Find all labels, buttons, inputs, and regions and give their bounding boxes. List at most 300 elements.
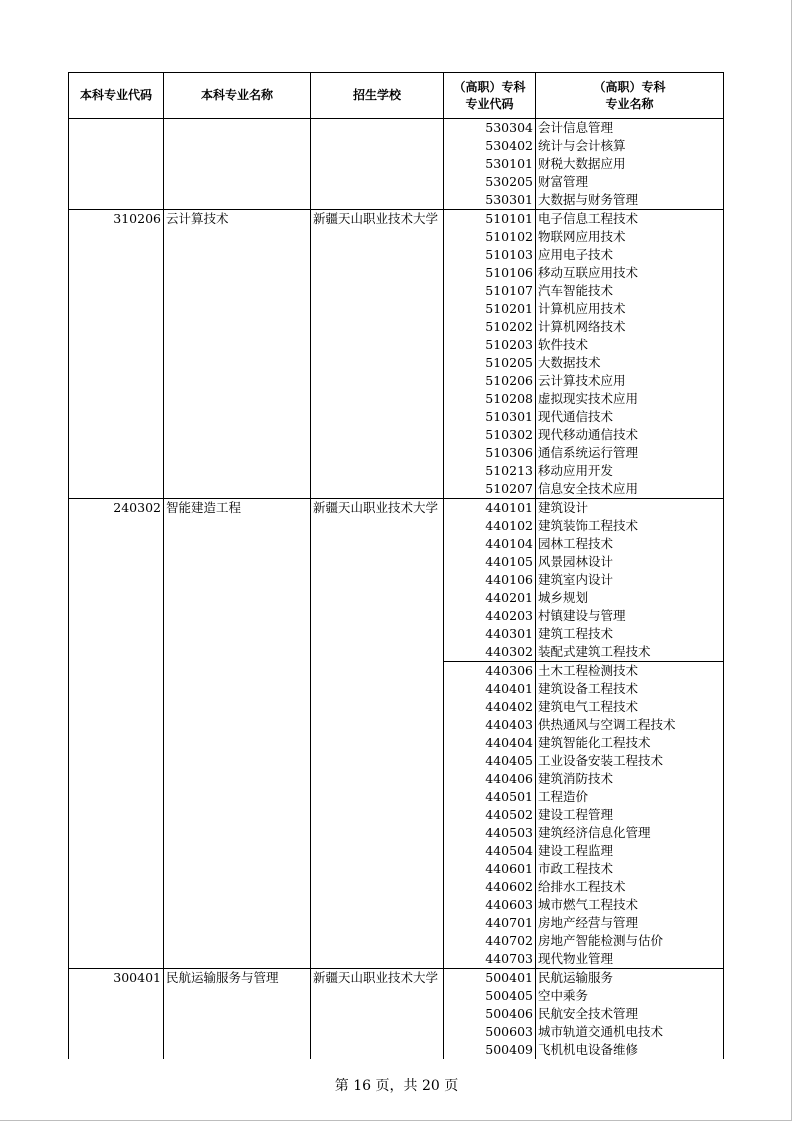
undergrad-code-cell xyxy=(69,354,164,372)
undergrad-code-cell xyxy=(69,824,164,842)
vocational-code-cell: 530205 xyxy=(444,173,536,191)
vocational-name-cell: 建筑消防技术 xyxy=(536,770,724,788)
school-cell xyxy=(311,625,444,643)
vocational-code-cell: 510102 xyxy=(444,228,536,246)
vocational-code-cell: 530301 xyxy=(444,191,536,210)
vocational-code-cell: 440105 xyxy=(444,553,536,571)
vocational-code-cell: 440104 xyxy=(444,535,536,553)
vocational-code-cell: 440501 xyxy=(444,788,536,806)
table-row xyxy=(69,752,724,770)
header-vocational-name: （高职）专科 专业名称 xyxy=(536,73,724,119)
table-row xyxy=(69,643,724,662)
undergrad-code-cell xyxy=(69,462,164,480)
undergrad-name-cell xyxy=(164,444,311,462)
school-cell: 新疆天山职业技术大学 xyxy=(311,969,444,988)
undergrad-code-cell: 300401 xyxy=(69,969,164,988)
vocational-name-cell: 统计与会计核算 xyxy=(536,137,724,155)
undergrad-name-cell xyxy=(164,390,311,408)
vocational-name-cell: 房地产经营与管理 xyxy=(536,914,724,932)
school-cell xyxy=(311,1041,444,1059)
undergrad-code-cell xyxy=(69,950,164,969)
undergrad-name-cell xyxy=(164,824,311,842)
table-row xyxy=(69,842,724,860)
table-row xyxy=(69,354,724,372)
vocational-code-cell: 440301 xyxy=(444,625,536,643)
undergrad-name-cell xyxy=(164,354,311,372)
school-cell xyxy=(311,860,444,878)
vocational-code-cell: 440601 xyxy=(444,860,536,878)
vocational-name-cell: 现代通信技术 xyxy=(536,408,724,426)
school-cell xyxy=(311,191,444,210)
vocational-code-cell: 500401 xyxy=(444,969,536,988)
vocational-name-cell: 房地产智能检测与估价 xyxy=(536,932,724,950)
vocational-code-cell: 510206 xyxy=(444,372,536,390)
undergrad-name-cell xyxy=(164,173,311,191)
vocational-code-cell: 530101 xyxy=(444,155,536,173)
table-row xyxy=(69,716,724,734)
undergrad-name-cell xyxy=(164,716,311,734)
school-cell xyxy=(311,553,444,571)
vocational-code-cell: 510203 xyxy=(444,336,536,354)
table-row xyxy=(69,987,724,1005)
vocational-name-cell: 城乡规划 xyxy=(536,589,724,607)
school-cell xyxy=(311,300,444,318)
school-cell xyxy=(311,137,444,155)
table-row xyxy=(69,191,724,210)
vocational-name-cell: 给排水工程技术 xyxy=(536,878,724,896)
table-row xyxy=(69,408,724,426)
school-cell xyxy=(311,824,444,842)
school-cell xyxy=(311,372,444,390)
vocational-code-cell: 440404 xyxy=(444,734,536,752)
vocational-name-cell: 物联网应用技术 xyxy=(536,228,724,246)
school-cell xyxy=(311,589,444,607)
undergrad-code-cell xyxy=(69,1005,164,1023)
vocational-name-cell: 汽车智能技术 xyxy=(536,282,724,300)
school-cell xyxy=(311,462,444,480)
vocational-name-cell: 村镇建设与管理 xyxy=(536,607,724,625)
table-row xyxy=(69,119,724,138)
school-cell xyxy=(311,426,444,444)
undergrad-code-cell xyxy=(69,589,164,607)
vocational-code-cell: 440402 xyxy=(444,698,536,716)
table-row xyxy=(69,662,724,681)
table-row xyxy=(69,589,724,607)
undergrad-name-cell xyxy=(164,914,311,932)
vocational-name-cell: 土木工程检测技术 xyxy=(536,662,724,681)
vocational-name-cell: 风景园林设计 xyxy=(536,553,724,571)
undergrad-code-cell xyxy=(69,716,164,734)
undergrad-name-cell xyxy=(164,752,311,770)
undergrad-name-cell xyxy=(164,372,311,390)
undergrad-name-cell xyxy=(164,571,311,589)
undergrad-name-cell xyxy=(164,300,311,318)
undergrad-name-cell xyxy=(164,191,311,210)
school-cell xyxy=(311,535,444,553)
undergrad-code-cell: 240302 xyxy=(69,499,164,518)
vocational-code-cell: 500409 xyxy=(444,1041,536,1059)
school-cell xyxy=(311,228,444,246)
vocational-name-cell: 计算机网络技术 xyxy=(536,318,724,336)
undergrad-name-cell xyxy=(164,860,311,878)
table-row xyxy=(69,228,724,246)
vocational-name-cell: 云计算技术应用 xyxy=(536,372,724,390)
vocational-code-cell: 510101 xyxy=(444,210,536,229)
undergrad-code-cell xyxy=(69,390,164,408)
vocational-code-cell: 440306 xyxy=(444,662,536,681)
table-row xyxy=(69,770,724,788)
table-row xyxy=(69,680,724,698)
undergrad-code-cell xyxy=(69,770,164,788)
undergrad-code-cell xyxy=(69,734,164,752)
vocational-name-cell: 民航运输服务 xyxy=(536,969,724,988)
table-row xyxy=(69,264,724,282)
school-cell xyxy=(311,806,444,824)
vocational-code-cell: 440406 xyxy=(444,770,536,788)
undergrad-code-cell xyxy=(69,860,164,878)
undergrad-code-cell xyxy=(69,878,164,896)
school-cell xyxy=(311,318,444,336)
school-cell xyxy=(311,173,444,191)
undergrad-name-cell xyxy=(164,625,311,643)
vocational-code-cell: 440502 xyxy=(444,806,536,824)
undergrad-name-cell xyxy=(164,987,311,1005)
table-row xyxy=(69,734,724,752)
undergrad-name-cell: 云计算技术 xyxy=(164,210,311,229)
vocational-name-cell: 应用电子技术 xyxy=(536,246,724,264)
undergrad-code-cell xyxy=(69,752,164,770)
vocational-name-cell: 民航安全技术管理 xyxy=(536,1005,724,1023)
vocational-name-cell: 建设工程管理 xyxy=(536,806,724,824)
undergrad-code-cell xyxy=(69,282,164,300)
vocational-code-cell: 440302 xyxy=(444,643,536,662)
vocational-name-cell: 会计信息管理 xyxy=(536,119,724,138)
vocational-code-cell: 510201 xyxy=(444,300,536,318)
school-cell xyxy=(311,950,444,969)
undergrad-name-cell xyxy=(164,770,311,788)
school-cell xyxy=(311,155,444,173)
undergrad-name-cell xyxy=(164,462,311,480)
undergrad-code-cell xyxy=(69,372,164,390)
undergrad-code-cell xyxy=(69,987,164,1005)
school-cell xyxy=(311,571,444,589)
table-row xyxy=(69,788,724,806)
vocational-name-cell: 建筑设计 xyxy=(536,499,724,518)
table-row xyxy=(69,426,724,444)
table-row xyxy=(69,499,724,518)
undergrad-code-cell xyxy=(69,408,164,426)
vocational-name-cell: 装配式建筑工程技术 xyxy=(536,643,724,662)
table-row xyxy=(69,824,724,842)
undergrad-name-cell xyxy=(164,553,311,571)
undergrad-code-cell xyxy=(69,553,164,571)
undergrad-name-cell xyxy=(164,1005,311,1023)
vocational-name-cell: 大数据与财务管理 xyxy=(536,191,724,210)
vocational-name-cell: 建筑经济信息化管理 xyxy=(536,824,724,842)
vocational-name-cell: 财富管理 xyxy=(536,173,724,191)
vocational-code-cell: 440701 xyxy=(444,914,536,932)
table-header-row xyxy=(69,73,724,119)
table-row xyxy=(69,860,724,878)
table-row xyxy=(69,372,724,390)
vocational-name-cell: 城市燃气工程技术 xyxy=(536,896,724,914)
undergrad-code-cell xyxy=(69,914,164,932)
undergrad-name-cell xyxy=(164,264,311,282)
vocational-name-cell: 建筑设备工程技术 xyxy=(536,680,724,698)
table-row xyxy=(69,246,724,264)
undergrad-code-cell xyxy=(69,932,164,950)
vocational-name-cell: 计算机应用技术 xyxy=(536,300,724,318)
undergrad-name-cell xyxy=(164,1041,311,1059)
school-cell xyxy=(311,390,444,408)
vocational-name-cell: 园林工程技术 xyxy=(536,535,724,553)
school-cell xyxy=(311,734,444,752)
vocational-code-cell: 440702 xyxy=(444,932,536,950)
table-row xyxy=(69,969,724,988)
vocational-name-cell: 工程造价 xyxy=(536,788,724,806)
table-row xyxy=(69,607,724,625)
undergrad-code-cell xyxy=(69,625,164,643)
table-row xyxy=(69,1005,724,1023)
school-cell xyxy=(311,607,444,625)
table-row xyxy=(69,462,724,480)
undergrad-code-cell xyxy=(69,698,164,716)
table-row xyxy=(69,932,724,950)
page-number-footer: 第 16 页，共 20 页 xyxy=(334,1078,459,1094)
vocational-code-cell: 530402 xyxy=(444,137,536,155)
vocational-code-cell: 510306 xyxy=(444,444,536,462)
table-row xyxy=(69,806,724,824)
vocational-name-cell: 建设工程监理 xyxy=(536,842,724,860)
undergrad-name-cell xyxy=(164,137,311,155)
school-cell: 新疆天山职业技术大学 xyxy=(311,499,444,518)
undergrad-name-cell xyxy=(164,932,311,950)
vocational-code-cell: 510103 xyxy=(444,246,536,264)
vocational-name-cell: 建筑智能化工程技术 xyxy=(536,734,724,752)
school-cell xyxy=(311,119,444,138)
vocational-name-cell: 虚拟现实技术应用 xyxy=(536,390,724,408)
undergrad-code-cell xyxy=(69,155,164,173)
table-row xyxy=(69,1041,724,1059)
table-row xyxy=(69,625,724,643)
vocational-name-cell: 建筑室内设计 xyxy=(536,571,724,589)
undergrad-code-cell xyxy=(69,444,164,462)
vocational-code-cell: 530304 xyxy=(444,119,536,138)
table-row xyxy=(69,1023,724,1041)
vocational-code-cell: 510106 xyxy=(444,264,536,282)
vocational-code-cell: 510302 xyxy=(444,426,536,444)
undergrad-name-cell xyxy=(164,607,311,625)
vocational-code-cell: 440503 xyxy=(444,824,536,842)
undergrad-code-cell xyxy=(69,336,164,354)
vocational-name-cell: 通信系统运行管理 xyxy=(536,444,724,462)
table-row xyxy=(69,390,724,408)
vocational-code-cell: 500603 xyxy=(444,1023,536,1041)
undergrad-name-cell: 智能建造工程 xyxy=(164,499,311,518)
vocational-code-cell: 440201 xyxy=(444,589,536,607)
school-cell xyxy=(311,264,444,282)
vocational-name-cell: 移动应用开发 xyxy=(536,462,724,480)
school-cell xyxy=(311,246,444,264)
vocational-name-cell: 飞机机电设备维修 xyxy=(536,1041,724,1059)
vocational-name-cell: 软件技术 xyxy=(536,336,724,354)
table-body xyxy=(69,119,724,1060)
undergrad-name-cell xyxy=(164,734,311,752)
vocational-code-cell: 440405 xyxy=(444,752,536,770)
table-row xyxy=(69,137,724,155)
vocational-code-cell: 440703 xyxy=(444,950,536,969)
vocational-name-cell: 工业设备安装工程技术 xyxy=(536,752,724,770)
school-cell xyxy=(311,680,444,698)
undergrad-name-cell xyxy=(164,336,311,354)
undergrad-code-cell xyxy=(69,842,164,860)
undergrad-name-cell xyxy=(164,698,311,716)
school-cell xyxy=(311,517,444,535)
vocational-code-cell: 440401 xyxy=(444,680,536,698)
undergrad-code-cell xyxy=(69,607,164,625)
school-cell xyxy=(311,444,444,462)
vocational-code-cell: 510301 xyxy=(444,408,536,426)
table-row xyxy=(69,155,724,173)
table-row xyxy=(69,210,724,229)
vocational-name-cell: 电子信息工程技术 xyxy=(536,210,724,229)
school-cell xyxy=(311,716,444,734)
undergrad-name-cell xyxy=(164,480,311,499)
undergrad-code-cell xyxy=(69,426,164,444)
school-cell xyxy=(311,788,444,806)
undergrad-code-cell xyxy=(69,535,164,553)
vocational-name-cell: 现代物业管理 xyxy=(536,950,724,969)
undergrad-code-cell xyxy=(69,480,164,499)
school-cell xyxy=(311,480,444,499)
undergrad-name-cell xyxy=(164,896,311,914)
undergrad-code-cell: 310206 xyxy=(69,210,164,229)
undergrad-name-cell xyxy=(164,119,311,138)
undergrad-name-cell xyxy=(164,842,311,860)
table-row xyxy=(69,950,724,969)
vocational-code-cell: 510202 xyxy=(444,318,536,336)
undergrad-name-cell xyxy=(164,788,311,806)
header-undergrad-name: 本科专业名称 xyxy=(164,73,311,119)
school-cell xyxy=(311,842,444,860)
undergrad-name-cell xyxy=(164,282,311,300)
undergrad-code-cell xyxy=(69,119,164,138)
vocational-name-cell: 大数据技术 xyxy=(536,354,724,372)
header-undergrad-code: 本科专业代码 xyxy=(69,73,164,119)
vocational-code-cell: 510207 xyxy=(444,480,536,499)
school-cell xyxy=(311,896,444,914)
vocational-code-cell: 440603 xyxy=(444,896,536,914)
vocational-name-cell: 现代移动通信技术 xyxy=(536,426,724,444)
undergrad-name-cell xyxy=(164,246,311,264)
undergrad-name-cell xyxy=(164,535,311,553)
school-cell xyxy=(311,662,444,681)
vocational-code-cell: 440504 xyxy=(444,842,536,860)
undergrad-code-cell xyxy=(69,318,164,336)
vocational-code-cell: 510213 xyxy=(444,462,536,480)
table-row xyxy=(69,173,724,191)
undergrad-code-cell xyxy=(69,228,164,246)
table-row xyxy=(69,282,724,300)
undergrad-code-cell xyxy=(69,806,164,824)
table-row xyxy=(69,878,724,896)
vocational-name-cell: 空中乘务 xyxy=(536,987,724,1005)
school-cell xyxy=(311,932,444,950)
vocational-code-cell: 440403 xyxy=(444,716,536,734)
undergrad-name-cell: 民航运输服务与管理 xyxy=(164,969,311,988)
undergrad-name-cell xyxy=(164,408,311,426)
undergrad-name-cell xyxy=(164,680,311,698)
school-cell xyxy=(311,878,444,896)
undergrad-code-cell xyxy=(69,662,164,681)
undergrad-name-cell xyxy=(164,643,311,662)
undergrad-code-cell xyxy=(69,264,164,282)
vocational-name-cell: 财税大数据应用 xyxy=(536,155,724,173)
undergrad-code-cell xyxy=(69,191,164,210)
school-cell xyxy=(311,752,444,770)
vocational-name-cell: 城市轨道交通机电技术 xyxy=(536,1023,724,1041)
undergrad-name-cell xyxy=(164,517,311,535)
table-row xyxy=(69,896,724,914)
undergrad-name-cell xyxy=(164,950,311,969)
undergrad-code-cell xyxy=(69,643,164,662)
table-row xyxy=(69,914,724,932)
school-cell xyxy=(311,770,444,788)
table-row xyxy=(69,535,724,553)
header-school: 招生学校 xyxy=(311,73,444,119)
undergrad-name-cell xyxy=(164,1023,311,1041)
vocational-name-cell: 建筑装饰工程技术 xyxy=(536,517,724,535)
school-cell xyxy=(311,1023,444,1041)
undergrad-code-cell xyxy=(69,137,164,155)
undergrad-code-cell xyxy=(69,173,164,191)
school-cell xyxy=(311,698,444,716)
vocational-code-cell: 440102 xyxy=(444,517,536,535)
undergrad-code-cell xyxy=(69,680,164,698)
school-cell xyxy=(311,987,444,1005)
table-row xyxy=(69,480,724,499)
school-cell xyxy=(311,643,444,662)
vocational-code-cell: 510205 xyxy=(444,354,536,372)
school-cell xyxy=(311,1005,444,1023)
vocational-name-cell: 供热通风与空调工程技术 xyxy=(536,716,724,734)
school-cell xyxy=(311,408,444,426)
vocational-code-cell: 440101 xyxy=(444,499,536,518)
undergrad-code-cell xyxy=(69,1023,164,1041)
school-cell xyxy=(311,354,444,372)
header-vocational-code: （高职）专科 专业代码 xyxy=(444,73,536,119)
undergrad-code-cell xyxy=(69,896,164,914)
undergrad-name-cell xyxy=(164,228,311,246)
school-cell xyxy=(311,282,444,300)
table-row xyxy=(69,517,724,535)
table-row xyxy=(69,444,724,462)
table-row xyxy=(69,300,724,318)
school-cell xyxy=(311,914,444,932)
vocational-code-cell: 500405 xyxy=(444,987,536,1005)
undergrad-code-cell xyxy=(69,1041,164,1059)
vocational-code-cell: 440106 xyxy=(444,571,536,589)
table-row xyxy=(69,318,724,336)
table-row xyxy=(69,698,724,716)
vocational-code-cell: 510208 xyxy=(444,390,536,408)
major-mapping-table xyxy=(68,72,724,1059)
undergrad-code-cell xyxy=(69,300,164,318)
undergrad-code-cell xyxy=(69,517,164,535)
undergrad-name-cell xyxy=(164,806,311,824)
vocational-code-cell: 440602 xyxy=(444,878,536,896)
vocational-name-cell: 市政工程技术 xyxy=(536,860,724,878)
